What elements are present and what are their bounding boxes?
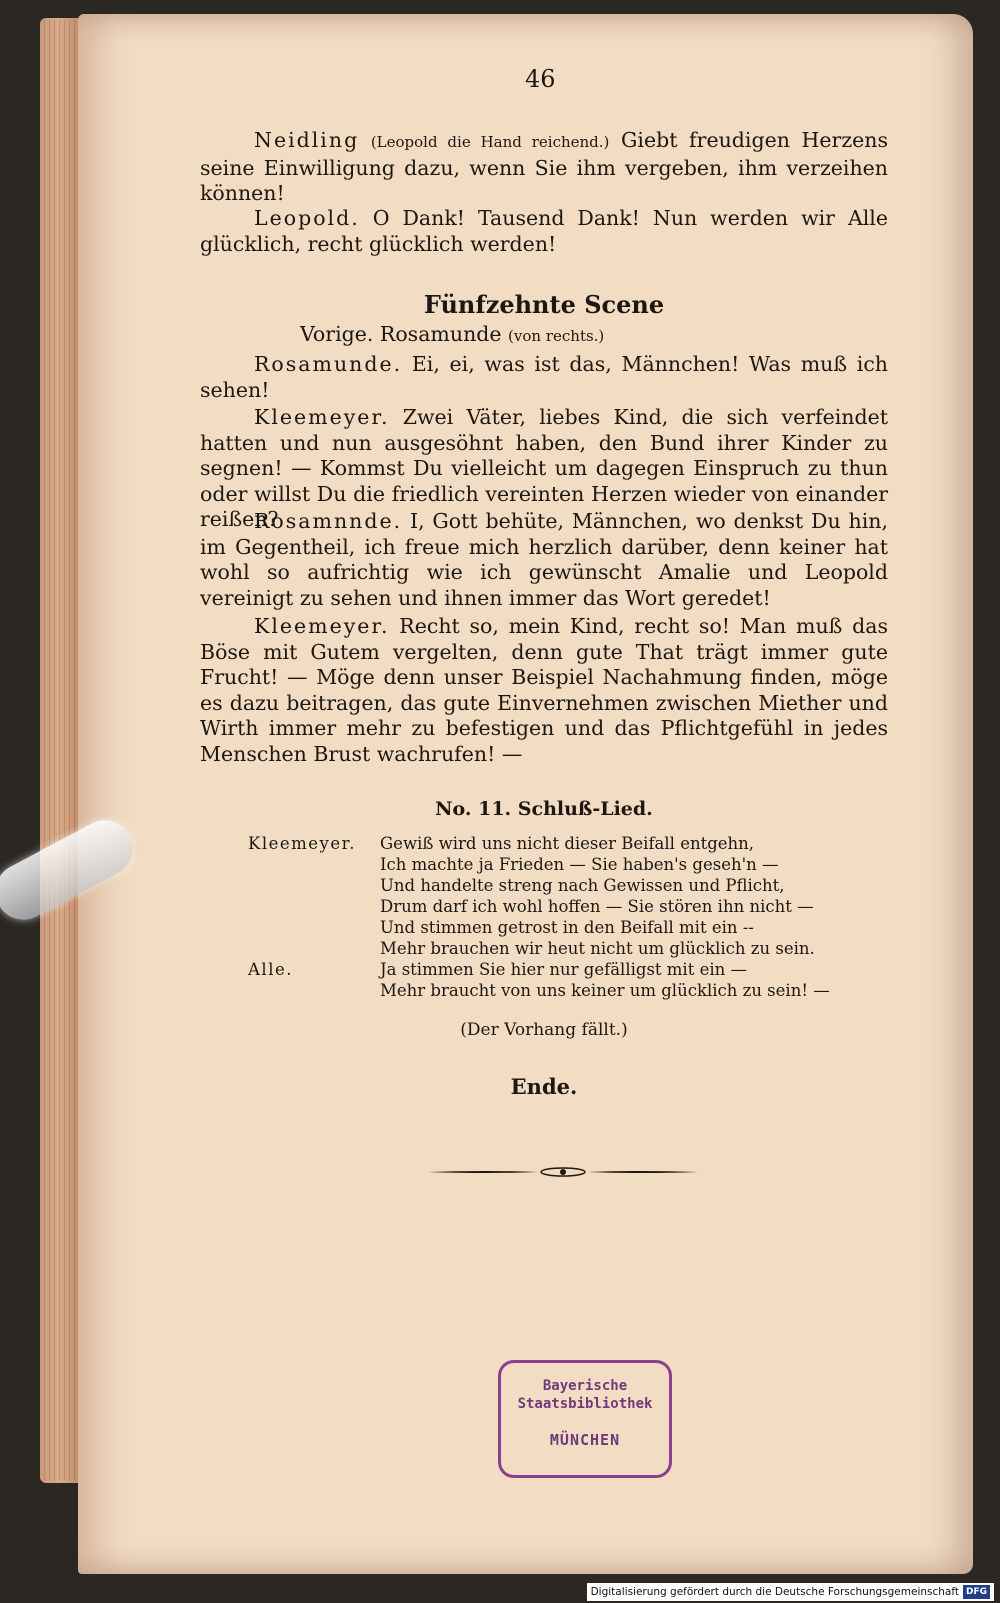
library-stamp xyxy=(498,1360,672,1478)
dfg-logo: DFG xyxy=(963,1585,990,1599)
stamp-line-1: Bayerische xyxy=(542,1378,628,1394)
stage-direction: (von rechts.) xyxy=(508,327,605,345)
speaker-name: Kleemeyer. xyxy=(254,614,390,638)
song-line: Ich machte ja Frieden — Sie haben's geseh'n — xyxy=(380,855,779,874)
song-line: Mehr brauchen wir heut nicht um glücklich zu sein. xyxy=(380,939,815,958)
dialogue-paragraph xyxy=(200,352,888,403)
dialogue-paragraph xyxy=(200,614,888,768)
dialogue-text: Recht so, mein Kind, recht so! Man muß das Böse mit Gutem vergelten, denn gute That trägt immer gute Frucht! — Möge denn unser Beispiel Nachahmung finden, möge es dazu beitragen, das gute Einvernehmen zwischen Miether und Wirth immer mehr zu befestigen und das Pflichtgefühl in jedes Menschen Brust wachrufen! — xyxy=(200,614,888,766)
dialogue-text: I, Gott behüte, Männchen, wo denkst Du hin, im Gegentheil, ich freue mich herzlich darüber, denn keiner hat wohl so aufrichtig wie ich gewünscht Amalie und Leopold vereinigt zu sehen und ihnen immer das Wort geredet! xyxy=(200,509,888,610)
song-line: Ja stimmen Sie hier nur gefälligst mit ein — xyxy=(380,960,747,979)
ornament-divider xyxy=(428,1164,698,1180)
dialogue-text: Ei, ei, was ist das, Männchen! Was muß ich sehen! xyxy=(200,352,888,402)
page-number: 46 xyxy=(525,65,556,93)
song-line: Und handelte streng nach Gewissen und Pflicht, xyxy=(380,876,785,895)
digitization-footer xyxy=(587,1583,994,1601)
dialogue-paragraph xyxy=(200,206,888,257)
dialogue-text: O Dank! Tausend Dank! Nun werden wir Alle glücklich, recht glücklich werden! xyxy=(200,206,888,256)
end-marker: Ende. xyxy=(510,1074,578,1099)
speaker-name: Neidling xyxy=(254,128,360,152)
stamp-line-2: Staatsbibliothek xyxy=(517,1396,653,1412)
cast-names: Vorige. Rosamunde xyxy=(300,322,509,346)
curtain-direction: (Der Vorhang fällt.) xyxy=(460,1020,628,1040)
speaker-name: Leopold. xyxy=(254,206,360,230)
stamp-line-3: MÜNCHEN xyxy=(549,1431,621,1449)
song-line: Drum darf ich wohl hoffen — Sie stören ihn nicht — xyxy=(380,897,814,916)
scene-title: Fünfzehnte Scene xyxy=(423,290,665,319)
dialogue-paragraph xyxy=(200,509,888,611)
speaker-name: Rosamnnde. xyxy=(254,509,403,533)
footer-text: Digitalisierung gefördert durch die Deutsche Forschungsgemeinschaft xyxy=(590,1586,959,1598)
dialogue-paragraph xyxy=(200,128,888,207)
stage-direction: (Leopold die Hand reichend.) xyxy=(370,133,610,151)
speaker-name: Kleemeyer. xyxy=(254,405,390,429)
dialogue-text: Zwei Väter, liebes Kind, die sich verfeindet hatten und nun ausgesöhnt haben, den Bund ihrer Kinder zu segnen! — Kommst Du vielleicht um dagegen Einspruch zu thun oder willst Du die friedlich vereinten Herzen wieder von einander reißen? xyxy=(200,405,888,532)
song-title: No. 11. Schluß-Lied. xyxy=(435,798,653,820)
song-speaker: Alle. xyxy=(248,960,293,979)
song-line: Und stimmen getrost in den Beifall mit ein -- xyxy=(380,918,754,937)
song-speaker: Kleemeyer. xyxy=(248,834,356,853)
speaker-name: Rosamunde. xyxy=(254,352,403,376)
song-line: Mehr braucht von uns keiner um glücklich zu sein! — xyxy=(380,981,830,1000)
cast-line xyxy=(300,322,604,346)
dialogue-text: Giebt freudigen Herzens seine Einwilligung dazu, wenn Sie ihm vergeben, ihm verzeihen können! xyxy=(200,128,888,206)
song-line: Gewiß wird uns nicht dieser Beifall entgehn, xyxy=(380,834,755,853)
